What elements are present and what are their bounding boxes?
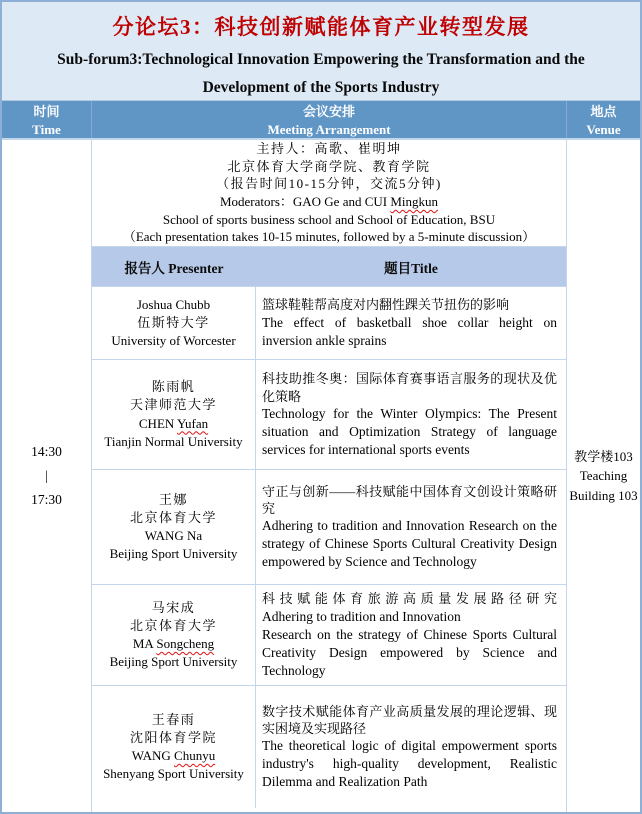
presenter-line: WANG Na [144, 528, 203, 543]
presenter-line: Beijing Sport University [109, 546, 238, 562]
paper-title-cn: 数字技术赋能体育产业高质量发展的理论逻辑、现实困境及实现路径 [262, 703, 557, 737]
header-time-en: Time [32, 122, 61, 138]
table-body [2, 140, 640, 812]
presenter-cell [92, 470, 256, 584]
presenter-line: 马宋成 [151, 599, 196, 615]
forum-title-cn: 分论坛3：科技创新赋能体育产业转型发展 [112, 15, 530, 39]
presenter-line: WANG Chunyu [131, 748, 216, 763]
presenter-line: Shenyang Sport University [103, 766, 244, 782]
title-cell [256, 360, 566, 469]
presenter-cell [92, 585, 256, 685]
forum-title-en-line1: Sub-forum3:Technological Innovation Empowering the Transformation and the [57, 51, 585, 68]
paper-title-cn: 科技助推冬奥：国际体育赛事语言服务的现状及优化策略 [262, 371, 557, 404]
spellcheck-underlined-word: Mingkun [390, 194, 439, 209]
paper-title-en: Adhering to tradition and Innovation Research on the strategy of Chinese Sports Cultural Creativity Design empowered by Science and Technology [262, 518, 557, 570]
paper-title-en: The effect of basketball shoe collar height on inversion ankle sprains [262, 314, 557, 348]
title-cell [256, 585, 566, 685]
presenter-table-header [92, 247, 566, 287]
moderator-line: 北京体育大学商学院、教育学院 [227, 158, 431, 174]
moderator-line: （报告时间10-15分钟，交流5分钟) [216, 176, 442, 192]
presenter-line: 王娜 [158, 491, 188, 507]
table-row [92, 686, 566, 808]
spellcheck-underlined-word: Chunyu [174, 748, 216, 763]
table-row [92, 470, 566, 585]
moderator-line: （Each presentation takes 10-15 minutes, followed by a 5-minute discussion） [122, 229, 536, 245]
paper-title-en: The theoretical logic of digital empowerment sports industry's high-quality development, Realistic Dilemma and Realization Path [262, 738, 557, 790]
meeting-arrangement-cell [92, 140, 567, 812]
spellcheck-underlined-word: Yufan [177, 415, 209, 431]
forum-title-en-line2: Development of the Sports Industry [202, 79, 440, 96]
presenter-line: MA Songcheng [132, 636, 215, 651]
title-block [2, 2, 640, 101]
venue-cn: 教学楼103 [574, 448, 633, 464]
paper-title-en: Research on the strategy of Chinese Sports Cultural Creativity Design empowered by Science and Technology [262, 626, 557, 678]
presenter-cell [92, 287, 256, 359]
time-separator: | [45, 468, 48, 483]
paper-title-en: Adhering to tradition and Innovation [262, 608, 461, 624]
title-cell [256, 287, 566, 359]
header-meeting-cn: 会议安排 [302, 104, 355, 119]
header-time [2, 101, 92, 138]
presenter-cell [92, 686, 256, 808]
header-venue [567, 101, 640, 138]
presenter-line: Beijing Sport University [109, 654, 238, 670]
header-venue-cn: 地点 [590, 104, 617, 119]
paper-title-cn: 科技赋能体育旅游高质量发展路径研究 [262, 591, 557, 607]
moderator-line: Moderators：GAO Ge and CUI Mingkun [219, 194, 439, 209]
presenter-line: University of Worcester [111, 333, 236, 349]
time-end: 17:30 [31, 492, 62, 507]
presenter-line: 北京体育大学 [129, 509, 217, 525]
table-row [92, 287, 566, 360]
presenter-cell [92, 360, 256, 469]
moderator-block [92, 140, 566, 247]
header-venue-en: Venue [586, 122, 621, 138]
time-cell [2, 140, 92, 812]
venue-en: Teaching Building 103 [569, 468, 638, 503]
table-header-row [2, 101, 640, 140]
title-cell [256, 470, 566, 584]
header-meeting-en: Meeting Arrangement [267, 122, 391, 138]
presenter-line: 沈阳体育学院 [129, 729, 217, 745]
header-time-cn: 时间 [33, 104, 60, 119]
time-start: 14:30 [31, 444, 62, 459]
presenter-line: Joshua Chubb [136, 296, 211, 312]
presenter-line: 王春雨 [151, 711, 196, 727]
spellcheck-underlined-word: Songcheng [156, 636, 215, 651]
table-row [92, 585, 566, 686]
paper-title-cn: 篮球鞋鞋帮高度对内翻性踝关节扭伤的影响 [262, 297, 510, 313]
title-column-header: 题目Title [384, 260, 438, 276]
venue-cell [567, 140, 640, 812]
paper-title-cn: 守正与创新——科技赋能中国体育文创设计策略研究 [262, 483, 557, 517]
presenter-column-header: 报告人 Presenter [124, 260, 224, 276]
title-cell [256, 686, 566, 808]
paper-title-en: Technology for the Winter Olympics: The Present situation and Optimization Strategy of language services for international sports events [262, 405, 557, 457]
presenter-line: 天津师范大学 [129, 397, 217, 413]
presenter-line: 北京体育大学 [129, 617, 217, 633]
presenter-rows [92, 287, 566, 808]
table-row [92, 360, 566, 470]
presenter-line: 伍斯特大学 [137, 314, 210, 330]
moderator-line: 主持人：高歌、崔明坤 [256, 140, 402, 156]
presenter-line: CHEN Yufan [138, 415, 209, 431]
header-meeting [92, 101, 567, 138]
presenter-line: Tianjin Normal University [104, 433, 243, 449]
moderator-line: School of sports business school and School of Education, BSU [162, 211, 496, 227]
presenter-line: 陈雨帆 [151, 379, 196, 395]
